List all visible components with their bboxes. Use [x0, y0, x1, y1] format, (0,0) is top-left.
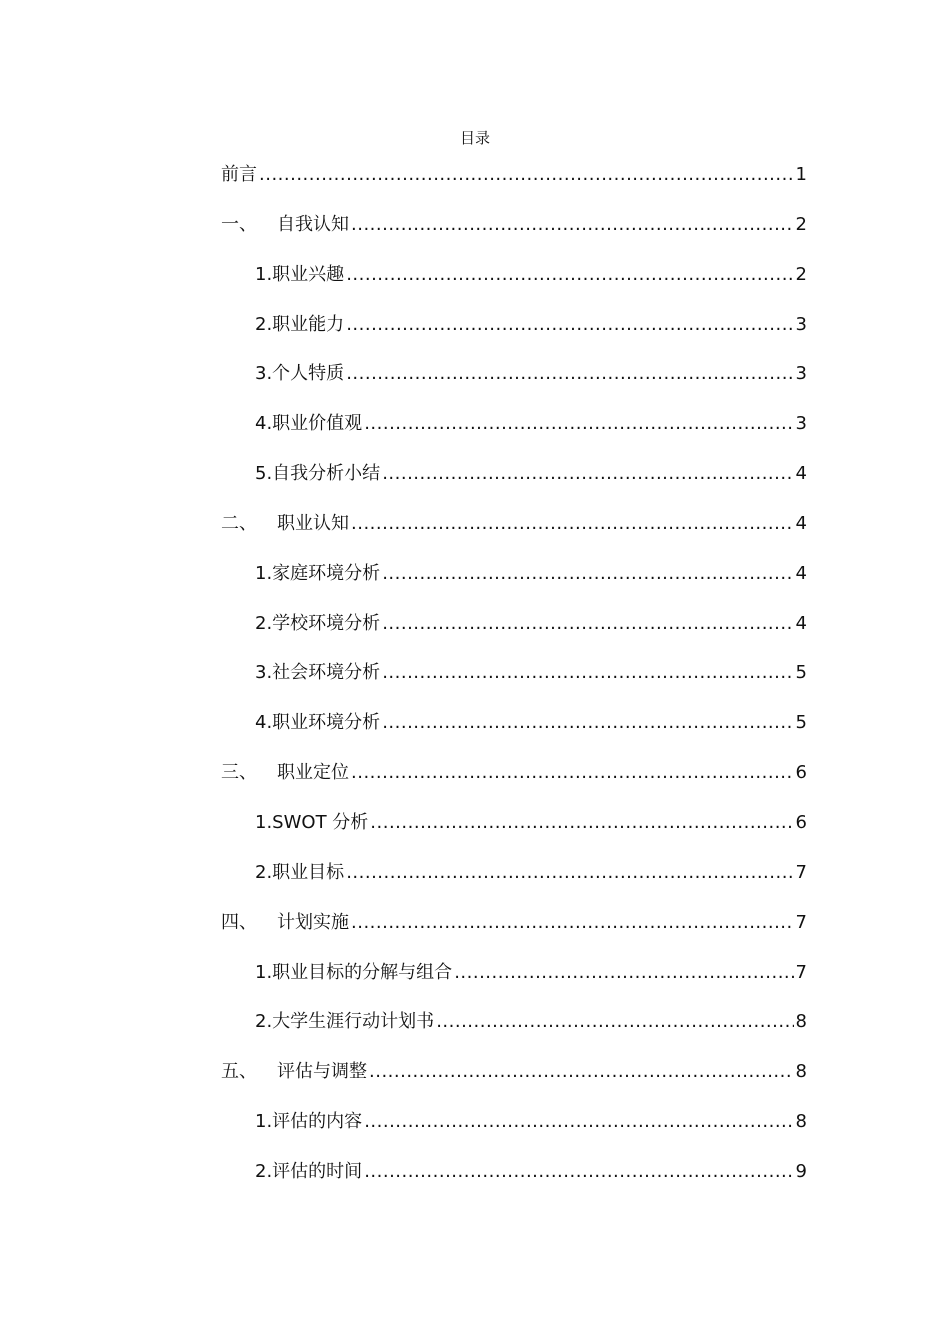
toc-section-entry[interactable]	[221, 958, 807, 1008]
toc-section-entry[interactable]	[221, 658, 807, 708]
toc-entry-page-number: 7	[795, 911, 807, 933]
toc-dot-leader	[382, 712, 793, 734]
toc-entry-label: 1.家庭环境分析	[255, 562, 381, 584]
toc-entry-label: 2.学校环境分析	[255, 612, 381, 634]
toc-entry-number: 三、	[221, 762, 257, 784]
toc-entry-page-number: 4	[795, 612, 807, 634]
toc-dot-leader	[346, 264, 793, 286]
toc-entry-page-number: 6	[795, 811, 807, 833]
toc-entry-page-number: 4	[795, 562, 807, 584]
toc-section-entry[interactable]	[221, 808, 807, 858]
toc-entry-page-number: 2	[795, 213, 807, 235]
table-of-contents	[221, 160, 807, 1207]
toc-entry-label: 2.评估的时间	[255, 1160, 363, 1182]
toc-entry-label: 评估与调整	[277, 1061, 367, 1083]
toc-entry-label: 2.大学生涯行动计划书	[255, 1011, 435, 1033]
toc-entry-label: 职业认知	[277, 512, 349, 534]
toc-entry-label: 前言	[221, 164, 257, 185]
toc-chapter-entry[interactable]	[221, 210, 807, 260]
toc-entry-label: 职业定位	[277, 762, 349, 784]
toc-section-entry[interactable]	[221, 310, 807, 360]
toc-section-entry[interactable]	[221, 1007, 807, 1057]
toc-title: 目录	[459, 129, 490, 147]
toc-entry-number: 四、	[221, 911, 257, 933]
toc-chapter-entry[interactable]	[221, 1057, 807, 1107]
toc-entry-number: 一、	[221, 213, 257, 235]
toc-chapter-entry[interactable]	[221, 758, 807, 808]
toc-section-entry[interactable]	[221, 858, 807, 908]
toc-chapter-entry[interactable]	[221, 160, 807, 210]
toc-dot-leader	[351, 513, 794, 535]
toc-entry-label: 2.职业目标	[255, 861, 345, 883]
toc-dot-leader	[351, 762, 794, 784]
toc-entry-page-number: 6	[795, 762, 807, 784]
toc-entry-page-number: 2	[795, 263, 807, 285]
toc-entry-label: 1.SWOT 分析	[255, 811, 369, 833]
toc-entry-page-number: 7	[795, 861, 807, 883]
toc-entry-label: 1.职业兴趣	[255, 263, 345, 285]
toc-dot-leader	[346, 862, 793, 884]
toc-dot-leader	[259, 164, 794, 186]
toc-entry-page-number: 7	[795, 961, 807, 983]
toc-entry-page-number: 8	[795, 1061, 807, 1083]
toc-section-entry[interactable]	[221, 409, 807, 459]
toc-entry-page-number: 8	[795, 1111, 807, 1133]
toc-section-entry[interactable]	[221, 1157, 807, 1207]
toc-entry-page-number: 3	[795, 413, 807, 435]
toc-entry-number: 二、	[221, 512, 257, 534]
toc-entry-label: 3.社会环境分析	[255, 662, 381, 684]
toc-entry-page-number: 1	[795, 164, 807, 185]
toc-entry-label: 计划实施	[277, 911, 349, 933]
toc-dot-leader	[351, 912, 794, 934]
toc-dot-leader	[382, 613, 793, 635]
toc-section-entry[interactable]	[221, 609, 807, 659]
toc-section-entry[interactable]	[221, 559, 807, 609]
toc-dot-leader	[364, 1161, 793, 1183]
toc-entry-page-number: 4	[795, 512, 807, 534]
toc-entry-label: 1.评估的内容	[255, 1111, 363, 1133]
toc-section-entry[interactable]	[221, 1107, 807, 1157]
toc-entry-label: 4.职业价值观	[255, 413, 363, 435]
toc-entry-label: 2.职业能力	[255, 313, 345, 335]
toc-entry-page-number: 3	[795, 363, 807, 385]
toc-chapter-entry[interactable]	[221, 509, 807, 559]
toc-entry-label: 4.职业环境分析	[255, 712, 381, 734]
toc-dot-leader	[382, 563, 793, 585]
toc-section-entry[interactable]	[221, 708, 807, 758]
toc-entry-page-number: 8	[795, 1011, 807, 1033]
toc-dot-leader	[364, 1111, 793, 1133]
toc-entry-number: 五、	[221, 1061, 257, 1083]
toc-dot-leader	[370, 812, 793, 834]
toc-dot-leader	[382, 463, 793, 485]
toc-dot-leader	[382, 662, 793, 684]
toc-dot-leader	[436, 1011, 793, 1033]
toc-chapter-entry[interactable]	[221, 908, 807, 958]
toc-entry-label: 自我认知	[277, 213, 349, 235]
toc-dot-leader	[346, 314, 793, 336]
toc-entry-label: 3.个人特质	[255, 363, 345, 385]
toc-entry-page-number: 3	[795, 313, 807, 335]
toc-dot-leader	[364, 413, 793, 435]
toc-dot-leader	[369, 1061, 794, 1083]
toc-entry-page-number: 9	[795, 1160, 807, 1182]
toc-entry-label: 1.职业目标的分解与组合	[255, 961, 453, 983]
toc-entry-page-number: 5	[795, 712, 807, 734]
toc-entry-page-number: 5	[795, 662, 807, 684]
toc-section-entry[interactable]	[221, 459, 807, 509]
toc-section-entry[interactable]	[221, 260, 807, 310]
toc-entry-label: 5.自我分析小结	[255, 463, 381, 485]
toc-section-entry[interactable]	[221, 359, 807, 409]
toc-dot-leader	[351, 214, 794, 236]
toc-dot-leader	[454, 962, 793, 984]
toc-dot-leader	[346, 363, 793, 385]
toc-entry-page-number: 4	[795, 463, 807, 485]
